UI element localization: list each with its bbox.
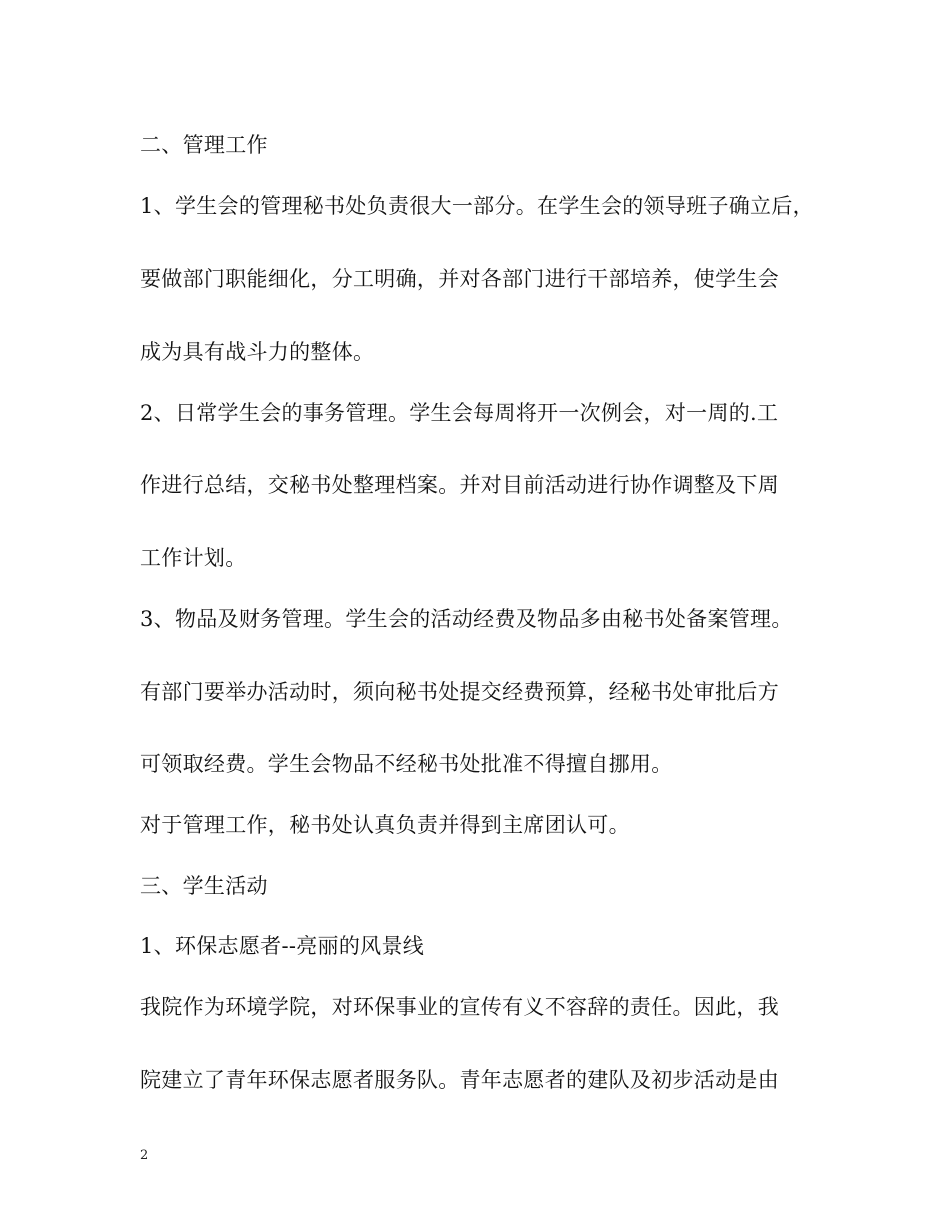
- paragraph-line: 我院作为环境学院，对环保事业的宣传有义不容辞的责任。因此，我: [140, 995, 779, 1019]
- paragraph-line: 成为具有战斗力的整体。: [140, 340, 375, 364]
- section-heading-activities: 三、学生活动: [140, 874, 268, 898]
- page-number: 2: [140, 1148, 149, 1163]
- paragraph-line: 可领取经费。学生会物品不经秘书处批准不得擅自挪用。: [140, 752, 673, 776]
- paragraph-line: 作进行总结，交秘书处整理档案。并对目前活动进行协作调整及下周: [140, 473, 779, 497]
- section-heading-management: 二、管理工作: [140, 133, 268, 157]
- paragraph-line: 2、日常学生会的事务管理。学生会每周将开一次例会，对一周的.工: [140, 401, 779, 425]
- paragraph-line: 对于管理工作，秘书处认真负责并得到主席团认可。: [140, 813, 630, 837]
- paragraph-line: 工作计划。: [140, 546, 247, 570]
- paragraph-line: 1、学生会的管理秘书处负责很大一部分。在学生会的领导班子确立后，: [140, 194, 814, 218]
- paragraph-line: 院建立了青年环保志愿者服务队。青年志愿者的建队及初步活动是由: [140, 1068, 779, 1092]
- paragraph-line: 3、物品及财务管理。学生会的活动经费及物品多由秘书处备案管理。: [140, 607, 793, 631]
- paragraph-line: 有部门要举办活动时，须向秘书处提交经费预算，经秘书处审批后方: [140, 680, 779, 704]
- subsection-heading: 1、环保志愿者--亮丽的风景线: [140, 934, 425, 958]
- paragraph-line: 要做部门职能细化，分工明确，并对各部门进行干部培养，使学生会: [140, 267, 779, 291]
